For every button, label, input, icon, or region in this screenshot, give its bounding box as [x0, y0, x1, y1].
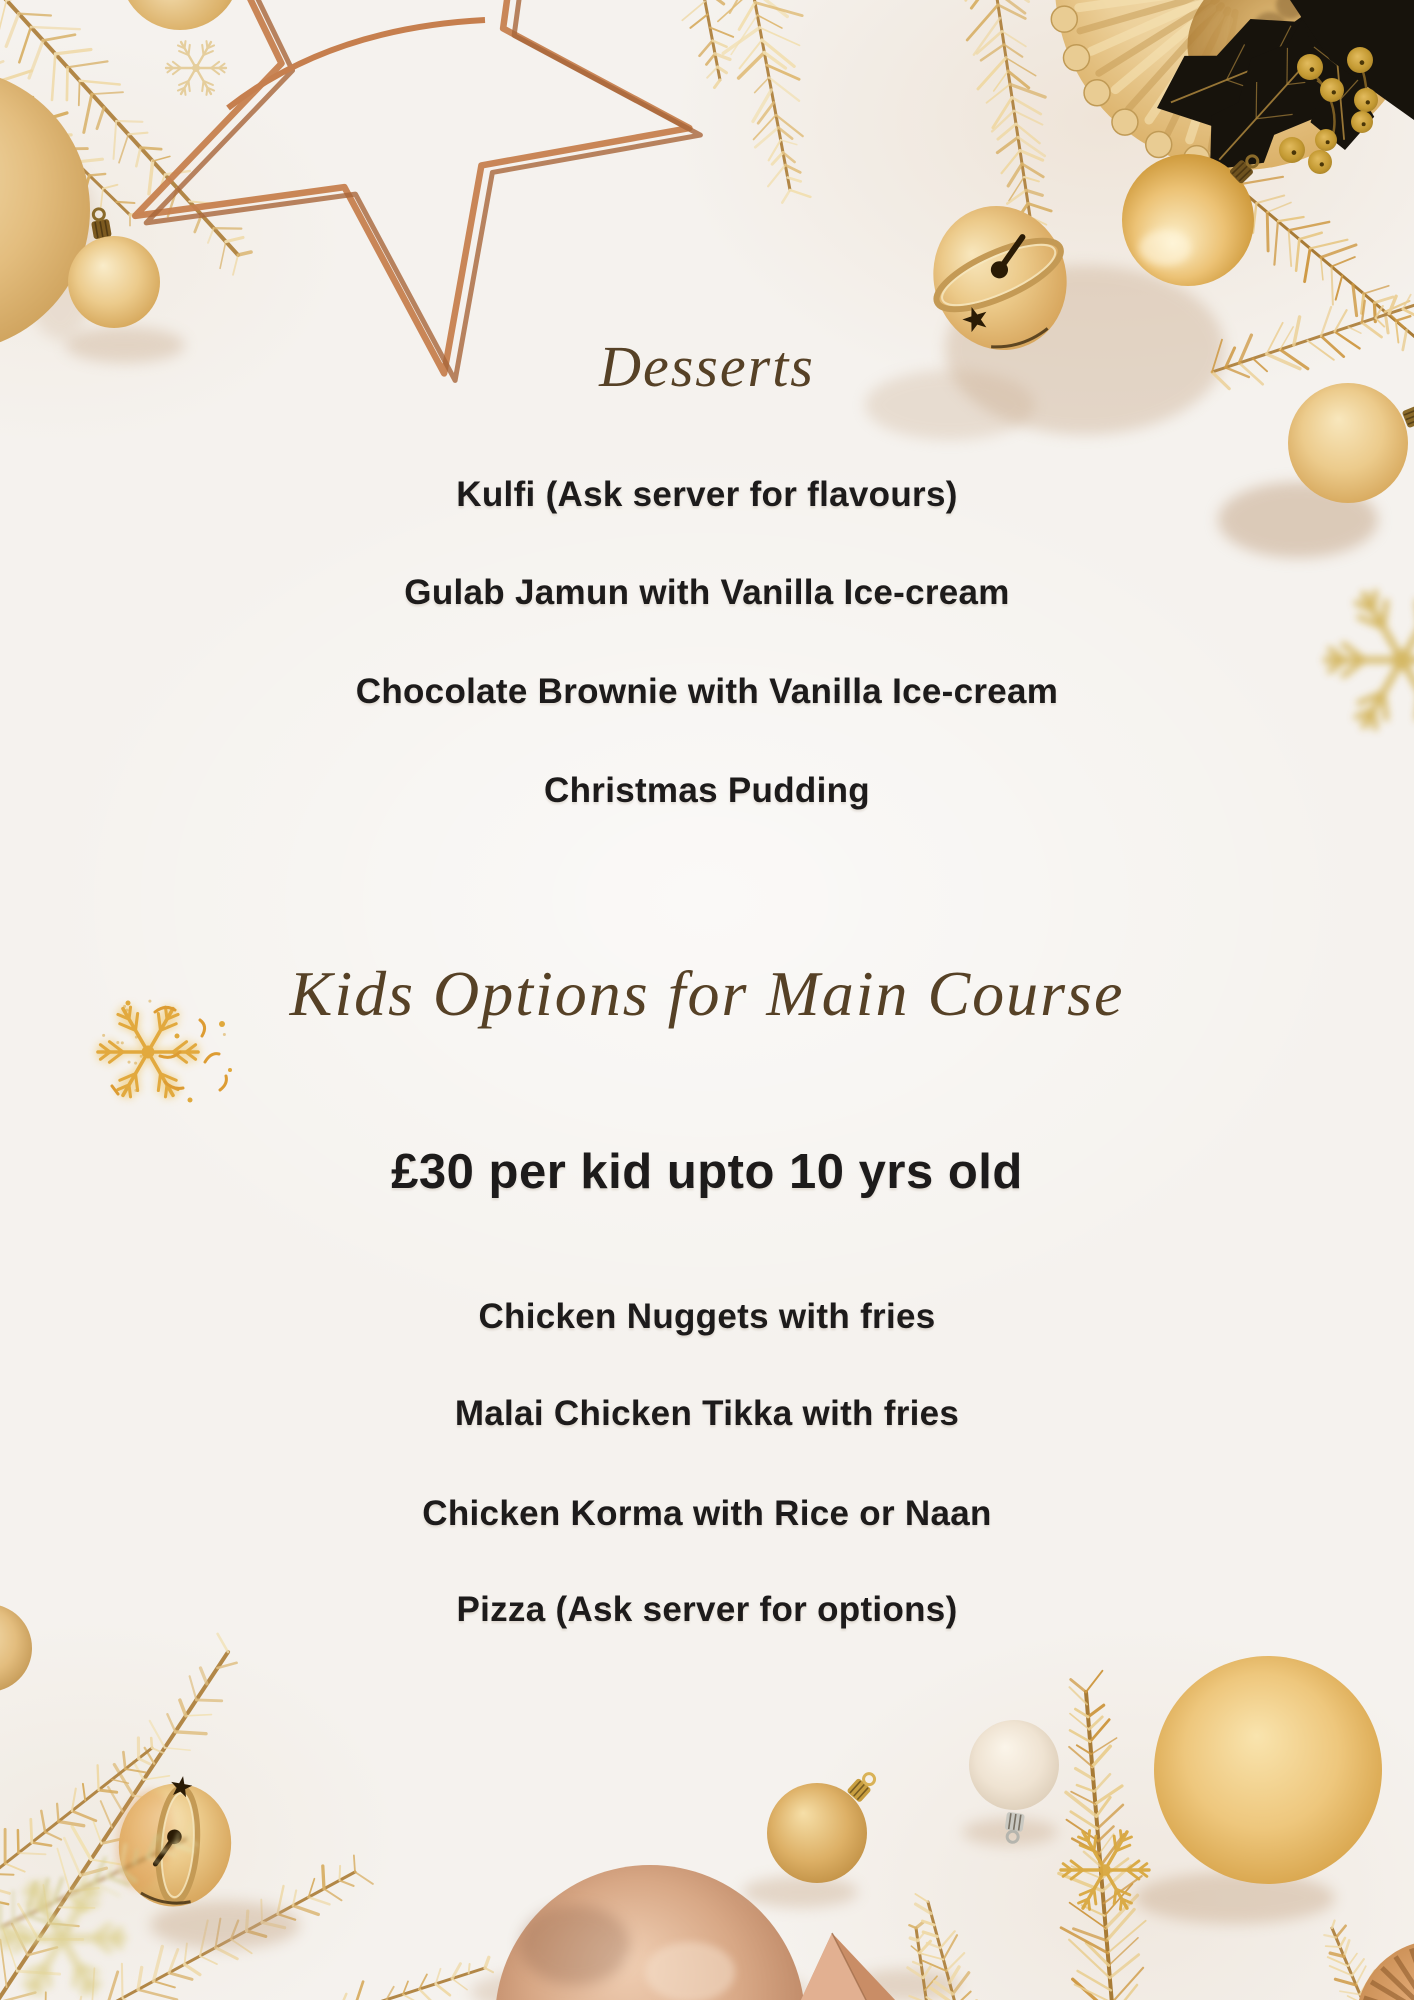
kids-options-title: Kids Options for Main Course: [289, 958, 1125, 1029]
menu-item-chicken-korma: Chicken Korma with Rice or Naan: [422, 1494, 992, 1533]
gold-berry-icon: [1320, 78, 1344, 102]
gold-berry-icon: [1315, 129, 1337, 151]
desserts-title: Desserts: [599, 334, 815, 399]
gold-berry-icon: [1279, 137, 1305, 163]
gold-bauble-icon: [120, 0, 240, 30]
gold-pine-branch-icon: [1059, 1671, 1146, 2000]
copper-wire-star-icon: [135, 0, 700, 380]
gold-berry-icon: [1354, 88, 1378, 112]
gold-bauble-icon: [1154, 1656, 1382, 1884]
gold-berry-icon: [1351, 111, 1373, 133]
gold-snowflake-icon: [166, 41, 226, 95]
gold-pine-branch-icon: [682, 0, 733, 88]
gold-berry-icon: [1308, 150, 1332, 174]
gold-berry-icon: [1347, 47, 1373, 73]
menu-item-kulfi: Kulfi (Ask server for flavours): [456, 475, 958, 514]
bottom-center-decorations: [470, 1865, 960, 2000]
kids-price-line: £30 per kid upto 10 yrs old: [391, 1145, 1023, 1199]
gold-bauble-icon: [767, 1783, 867, 1883]
menu-item-chicken-nuggets: Chicken Nuggets with fries: [478, 1297, 936, 1336]
top-center-decorations: [135, 0, 700, 380]
gold-bauble-icon: [68, 236, 160, 328]
menu-item-christmas-pudding: Christmas Pudding: [544, 771, 870, 810]
top-left-decorations: [0, 0, 251, 363]
jingle-bell-icon: [106, 1767, 242, 1916]
menu-item-pizza: Pizza (Ask server for options): [456, 1590, 958, 1629]
gold-berry-icon: [1297, 54, 1323, 80]
menu-item-chocolate-brownie: Chocolate Brownie with Vanilla Ice-cream: [355, 672, 1059, 711]
gold-pine-branch-icon: [255, 1957, 493, 2000]
copper-star-tip-icon: [800, 1933, 897, 2000]
menu-item-gulab-jamun: Gulab Jamun with Vanilla Ice-cream: [404, 573, 1010, 612]
menu-item-malai-chicken-tikka: Malai Chicken Tikka with fries: [454, 1394, 960, 1433]
gold-pine-branch-icon: [718, 0, 811, 203]
pearl-bauble-icon: [969, 1720, 1059, 1810]
bottom-left-decorations: [0, 1604, 493, 2000]
